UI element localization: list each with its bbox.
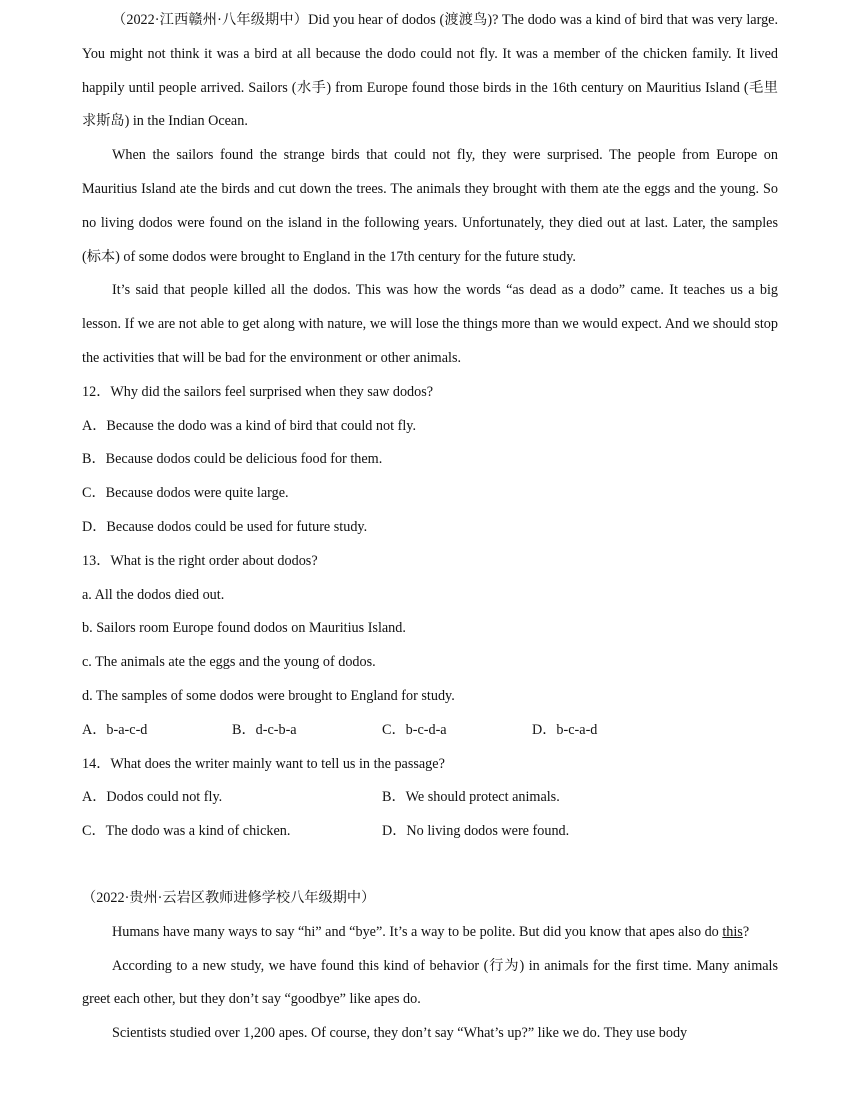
question-13-statement-c: c. The animals ate the eggs and the young of dodos. (82, 654, 376, 671)
passage1-paragraph-1 (82, 4, 778, 139)
question-14-option-d: D．No living dodos were found. (382, 823, 570, 840)
passage2-p1-text: Humans have many ways to say “hi” and “bye”. It’s a way to be polite. But did you know that apes also do (112, 923, 723, 940)
passage2-p1-end: ? (742, 923, 750, 940)
question-14-option-c: C．The dodo was a kind of chicken. (82, 823, 291, 840)
question-12-option-d: D．Because dodos could be used for future study. (82, 518, 368, 535)
question-13-stem: 13．What is the right order about dodos? (82, 552, 318, 569)
question-14-option-a: A．Dodos could not fly. (82, 789, 223, 806)
passage2-source: （2022·贵州·云岩区教师进修学校八年级期中） (82, 889, 376, 906)
question-13-option-c: C．b-c-d-a (382, 721, 447, 738)
passage2-paragraph-1 (82, 916, 778, 950)
question-13-options (82, 714, 778, 748)
passage1-p1-text: Did you hear of dodos (渡渡鸟)? The dodo was a kind of bird that was very large. You might not think it was a bird at all because the dodo could not fly. It was a member of the chicken family. It lived happily until people arrived. Sailors (水手) from Europe found those birds in the 16th century on Mauritius Island (毛里求斯岛) in the Indian Ocean. (82, 12, 779, 130)
question-13-statement-b: b. Sailors room Europe found dodos on Mauritius Island. (82, 620, 406, 637)
question-14-options-row-1 (82, 781, 778, 815)
question-13-statement-d: d. The samples of some dodos were brought to England for study. (82, 687, 455, 704)
document-page (82, 0, 778, 1051)
question-14-option-b: B．We should protect animals. (382, 789, 560, 806)
passage1-paragraph-3: It’s said that people killed all the dodos. This was how the words “as dead as a dodo” came. It teaches us a big lesson. If we are not able to get along with nature, we will lose the things more than we would expect. And we should stop the activities that will be bad for the environment or other animals. (82, 282, 778, 366)
underlined-word: this (722, 923, 743, 940)
question-14-stem: 14．What does the writer mainly want to tell us in the passage? (82, 755, 445, 772)
question-12-stem: 12．Why did the sailors feel surprised when they saw dodos? (82, 383, 434, 400)
passage2-paragraph-3: Scientists studied over 1,200 apes. Of course, they don’t say “What’s up?” like we do. They use body (112, 1025, 688, 1042)
section-gap (82, 849, 778, 882)
passage1-source: （2022·江西赣州·八年级期中） (112, 12, 309, 28)
question-13-statement-a: a. All the dodos died out. (82, 586, 225, 603)
question-12-option-a: A．Because the dodo was a kind of bird that could not fly. (82, 417, 416, 434)
question-13-option-d: D．b-c-a-d (532, 721, 598, 738)
passage2-paragraph-2: According to a new study, we have found this kind of behavior (行为) in animals for the first time. Many animals greet each other, but they don’t say “goodbye” like apes do. (82, 957, 778, 1008)
question-12-option-b: B．Because dodos could be delicious food for them. (82, 451, 383, 468)
question-14-options-row-2 (82, 815, 778, 849)
passage1-paragraph-2: When the sailors found the strange birds that could not fly, they were surprised. The people from Europe on Mauritius Island ate the birds and cut down the trees. The animals they brought with them ate the eggs and the young. So no living dodos were found on the island in the following years. Unfortunately, they died out at last. Later, the samples (标本) of some dodos were brought to England in the 17th century for the future study. (82, 147, 778, 265)
question-12-option-c: C．Because dodos were quite large. (82, 485, 289, 502)
question-13-option-b: B．d-c-b-a (232, 721, 297, 738)
question-13-option-a: A．b-a-c-d (82, 721, 148, 738)
